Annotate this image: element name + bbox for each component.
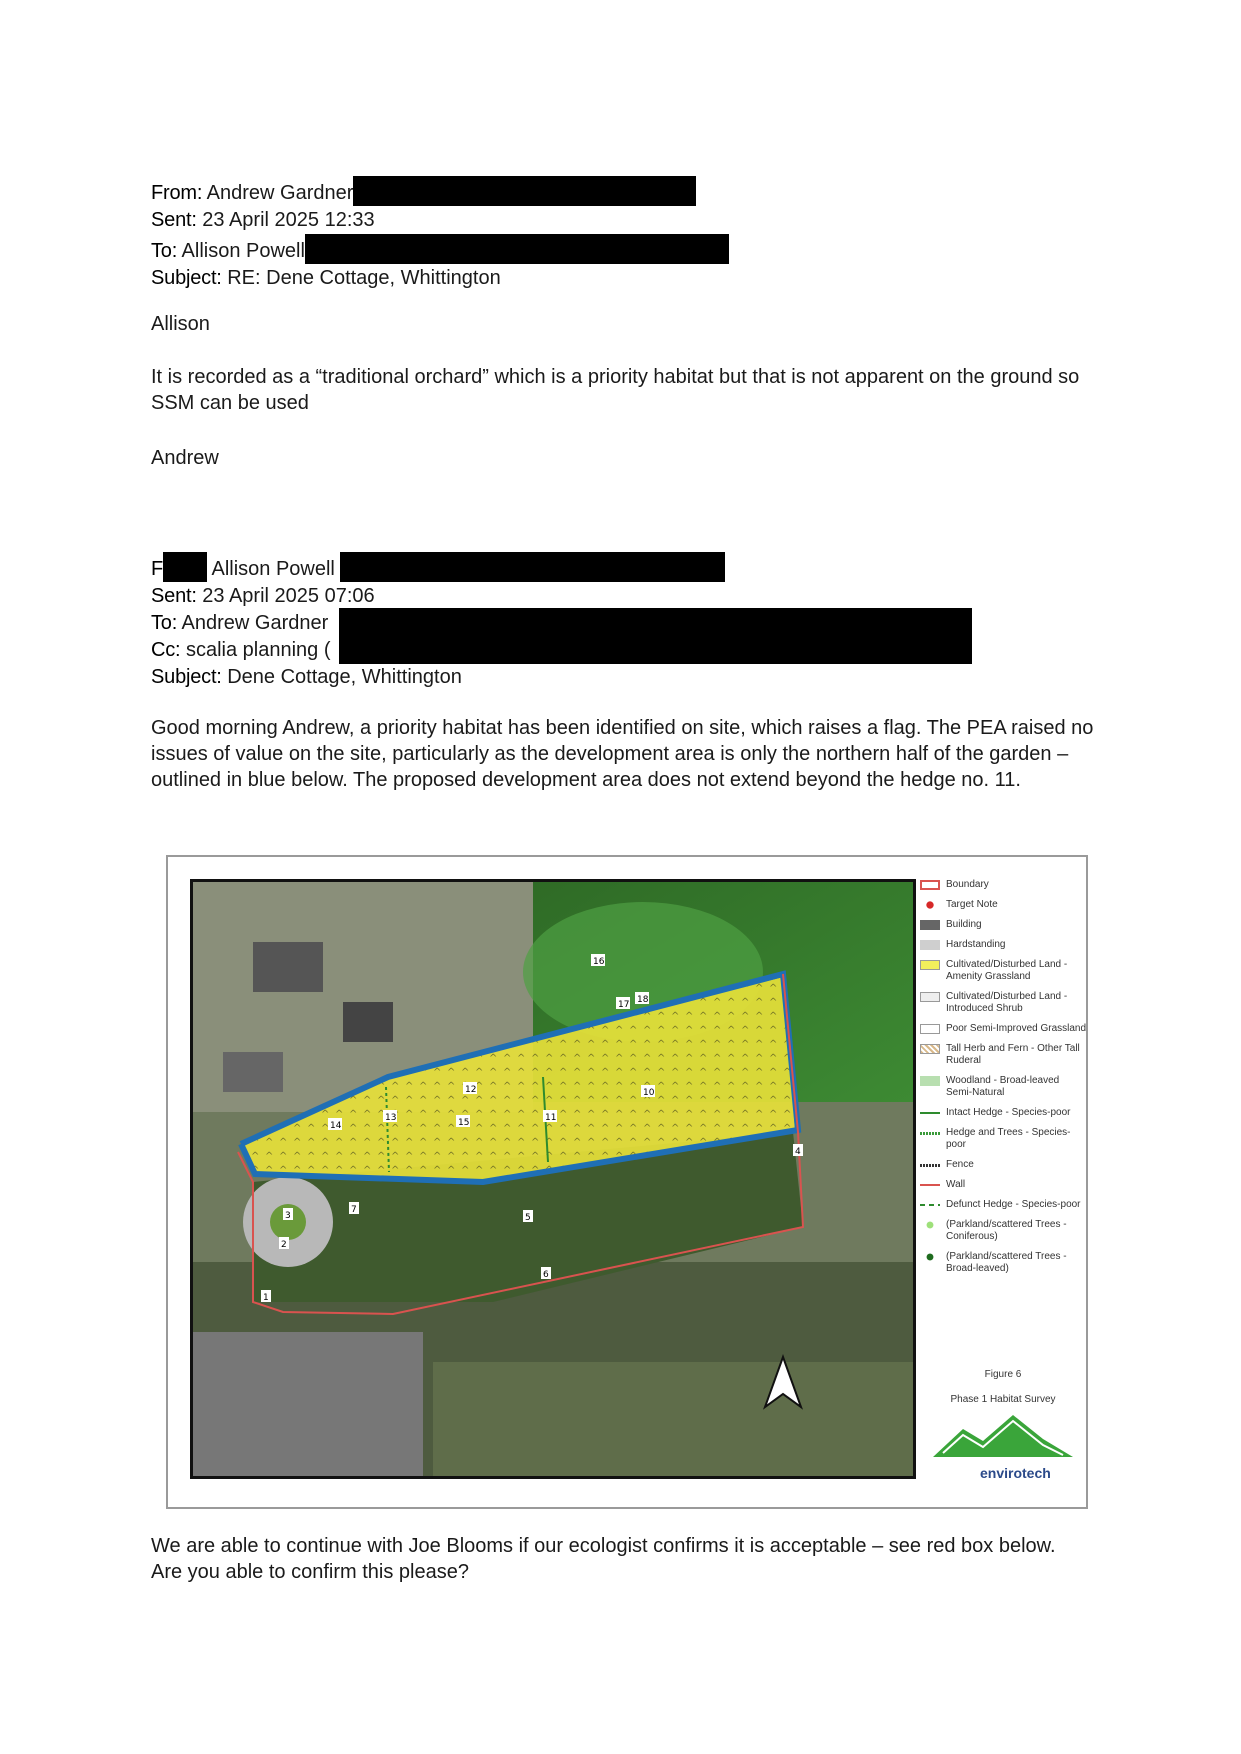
sent-label: Sent:	[151, 209, 197, 231]
redaction	[305, 234, 729, 264]
figure-caption-title: Phase 1 Habitat Survey	[950, 1394, 1056, 1405]
redaction	[163, 552, 207, 582]
email2-closing-line1: We are able to continue with Joe Blooms if our ecologist confirms it is acceptable – see red box below.	[151, 1535, 1056, 1557]
target-note-5: 5	[525, 1213, 531, 1223]
legend-item: Hardstanding	[920, 939, 1088, 951]
from-value: Andrew Gardner	[206, 182, 354, 204]
sent-label: Sent:	[151, 585, 197, 607]
legend-item: Cultivated/Disturbed Land - Amenity Grassland	[920, 959, 1088, 983]
sent-value: 23 April 2025 12:33	[202, 209, 375, 231]
target-note-4: 4	[795, 1147, 801, 1157]
map-drawing	[193, 882, 913, 1476]
email1-subject-line	[151, 265, 729, 292]
redaction-block	[339, 608, 972, 664]
target-note-6: 6	[543, 1270, 549, 1280]
subject-value: Dene Cottage, Whittington	[227, 666, 462, 688]
legend-item: Building	[920, 919, 1088, 931]
legend-item: Tall Herb and Fern - Other Tall Ruderal	[920, 1043, 1088, 1067]
figure-caption-number: Figure 6	[984, 1369, 1022, 1380]
from-label: From:	[151, 182, 203, 204]
target-note-10: 10	[643, 1088, 655, 1098]
legend-item: Poor Semi-Improved Grassland	[920, 1023, 1088, 1035]
map-legend	[920, 879, 1088, 1283]
legend-item: Fence	[920, 1159, 1088, 1171]
email1-body: It is recorded as a “traditional orchard” which is a priority habitat but that is not apparent on the ground so SSM can be used	[151, 366, 1080, 414]
target-note-2: 2	[281, 1240, 287, 1250]
target-note-14: 14	[330, 1121, 342, 1131]
from-value: Allison Powell	[211, 558, 335, 580]
legend-item: Defunct Hedge - Species-poor	[920, 1199, 1088, 1211]
legend-item: Woodland - Broad-leaved Semi-Natural	[920, 1075, 1088, 1099]
subject-value: RE: Dene Cottage, Whittington	[227, 267, 501, 289]
target-note-16: 16	[593, 957, 605, 967]
legend-item: Boundary	[920, 879, 1088, 891]
legend-item: Intact Hedge - Species-poor	[920, 1107, 1088, 1119]
legend-item: Hedge and Trees - Species-poor	[920, 1127, 1088, 1151]
redaction	[340, 552, 725, 582]
cc-label: Cc:	[151, 639, 181, 661]
legend-item: (Parkland/scattered Trees - Broad-leaved)	[920, 1251, 1088, 1275]
target-note-18: 18	[637, 995, 649, 1005]
email1-signoff: Andrew	[151, 447, 219, 469]
habitat-map-image	[190, 879, 916, 1479]
target-note-12: 12	[465, 1085, 477, 1095]
email1-to-line	[151, 234, 729, 265]
to-label: To:	[151, 612, 178, 634]
envirotech-brand: envirotech	[980, 1465, 1051, 1481]
email2-closing-line2: Are you able to confirm this please?	[151, 1561, 469, 1583]
target-note-11: 11	[545, 1113, 557, 1123]
subject-label: Subject:	[151, 267, 222, 289]
email1-greeting: Allison	[151, 313, 210, 335]
email2-subject-line	[151, 664, 725, 691]
email2-sent-line	[151, 583, 725, 610]
habitat-survey-figure	[166, 855, 1088, 1509]
envirotech-logo-icon	[933, 1409, 1073, 1459]
email1-header	[151, 176, 729, 292]
to-label: To:	[151, 240, 178, 262]
email2-body: Good morning Andrew, a priority habitat has been identified on site, which raises a flag. The PEA raised no issues of value on the site, particularly as the development area is only the northern half of the garden – outlined in blue below. The proposed development area does not extend beyond the hedge no. 11.	[151, 717, 1094, 791]
legend-item: Wall	[920, 1179, 1088, 1191]
email2-from-line	[151, 552, 725, 583]
legend-item: Target Note	[920, 899, 1088, 911]
target-note-3: 3	[285, 1211, 291, 1221]
target-note-15: 15	[458, 1118, 470, 1128]
target-note-13: 13	[385, 1113, 397, 1123]
email1-from-line	[151, 176, 729, 207]
target-note-17: 17	[618, 1000, 630, 1010]
from-label: F	[151, 558, 164, 580]
email1-sent-line	[151, 207, 729, 234]
to-value: Allison Powell	[181, 240, 305, 262]
target-note-1: 1	[263, 1293, 269, 1303]
cc-value: scalia planning (	[185, 639, 331, 661]
sent-value: 23 April 2025 07:06	[202, 585, 375, 607]
legend-item: Cultivated/Disturbed Land - Introduced Shrub	[920, 991, 1088, 1015]
legend-item: (Parkland/scattered Trees - Coniferous)	[920, 1219, 1088, 1243]
to-value: Andrew Gardner	[181, 612, 329, 634]
target-note-7: 7	[351, 1205, 357, 1215]
redaction	[353, 176, 696, 206]
subject-label: Subject:	[151, 666, 222, 688]
